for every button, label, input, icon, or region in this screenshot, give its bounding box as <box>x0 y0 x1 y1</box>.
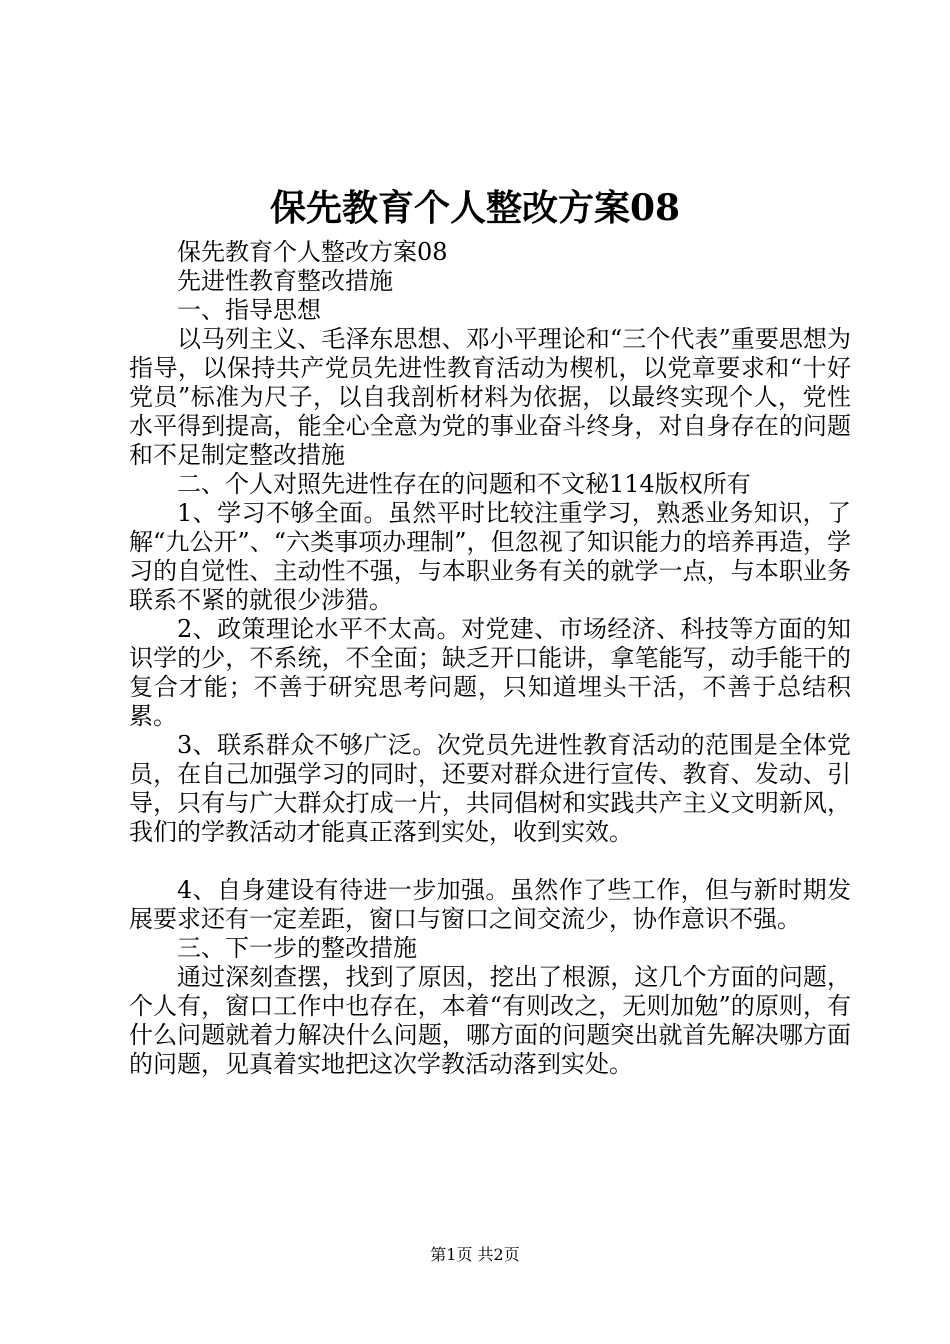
paragraph-problem-4: 4、自身建设有待进一步加强。虽然作了些工作，但与新时期发展要求还有一定差距，窗口与窗口之间交流少，协作意识不强。 <box>129 876 851 933</box>
paragraph-problem-2: 2、政策理论水平不太高。对党建、市场经济、科技等方面的知识学的少，不系统，不全面；缺乏开口能讲，拿笔能写，动手能干的复合才能；不善于研究思考问题，只知道埋头干活，不善于总结积累。 <box>129 615 851 730</box>
document-body <box>129 238 851 1079</box>
paragraph-section-heading: 先进性教育整改措施 <box>177 267 393 295</box>
heading-existing-problems: 二、个人对照先进性存在的问题和不文秘114版权所有 <box>177 470 751 498</box>
paragraph-guiding-ideology: 以马列主义、毛泽东思想、邓小平理论和“三个代表”重要思想为指导，以保持共产党员先进性教育活动为楔机，以党章要求和“十好党员”标准为尺子，以自我剖析材料为依据，以最终实现个人，党性水平得到提高，能全心全意为党的事业奋斗终身，对自身存在的问题和不足制定整改措施 <box>129 325 851 469</box>
paragraph-subtitle: 保先教育个人整改方案08 <box>177 238 448 266</box>
paragraph-next-steps: 通过深刻查摆，找到了原因，挖出了根源，这几个方面的问题，个人有，窗口工作中也存在，本着“有则改之，无则加勉”的原则，有什么问题就着力解决什么问题，哪方面的问题突出就首先解决哪方面的问题，见真着实地把这次学教活动落到实处。 <box>129 963 851 1078</box>
paragraph-problem-1: 1、学习不够全面。虽然平时比较注重学习，熟悉业务知识，了解“九公开”、“六类事项办理制”，但忽视了知识能力的培养再造，学习的自觉性、主动性不强，与本职业务有关的就学一点，与本职业务联系不紧的就很少涉猎。 <box>129 499 851 614</box>
heading-next-steps: 三、下一步的整改措施 <box>177 934 417 962</box>
document-title: 保先教育个人整改方案08 <box>269 187 681 229</box>
blank-line <box>129 847 851 876</box>
paragraph-problem-3: 3、联系群众不够广泛。次党员先进性教育活动的范围是全体党员，在自己加强学习的同时，还要对群众进行宣传、教育、发动、引导，只有与广大群众打成一片，共同倡树和实践共产主义文明新风，我们的学教活动才能真正落到实处，收到实效。 <box>129 731 851 846</box>
page-number-footer: 第1页 共2页 <box>430 1245 520 1264</box>
heading-guiding-ideology: 一、指导思想 <box>177 296 321 324</box>
